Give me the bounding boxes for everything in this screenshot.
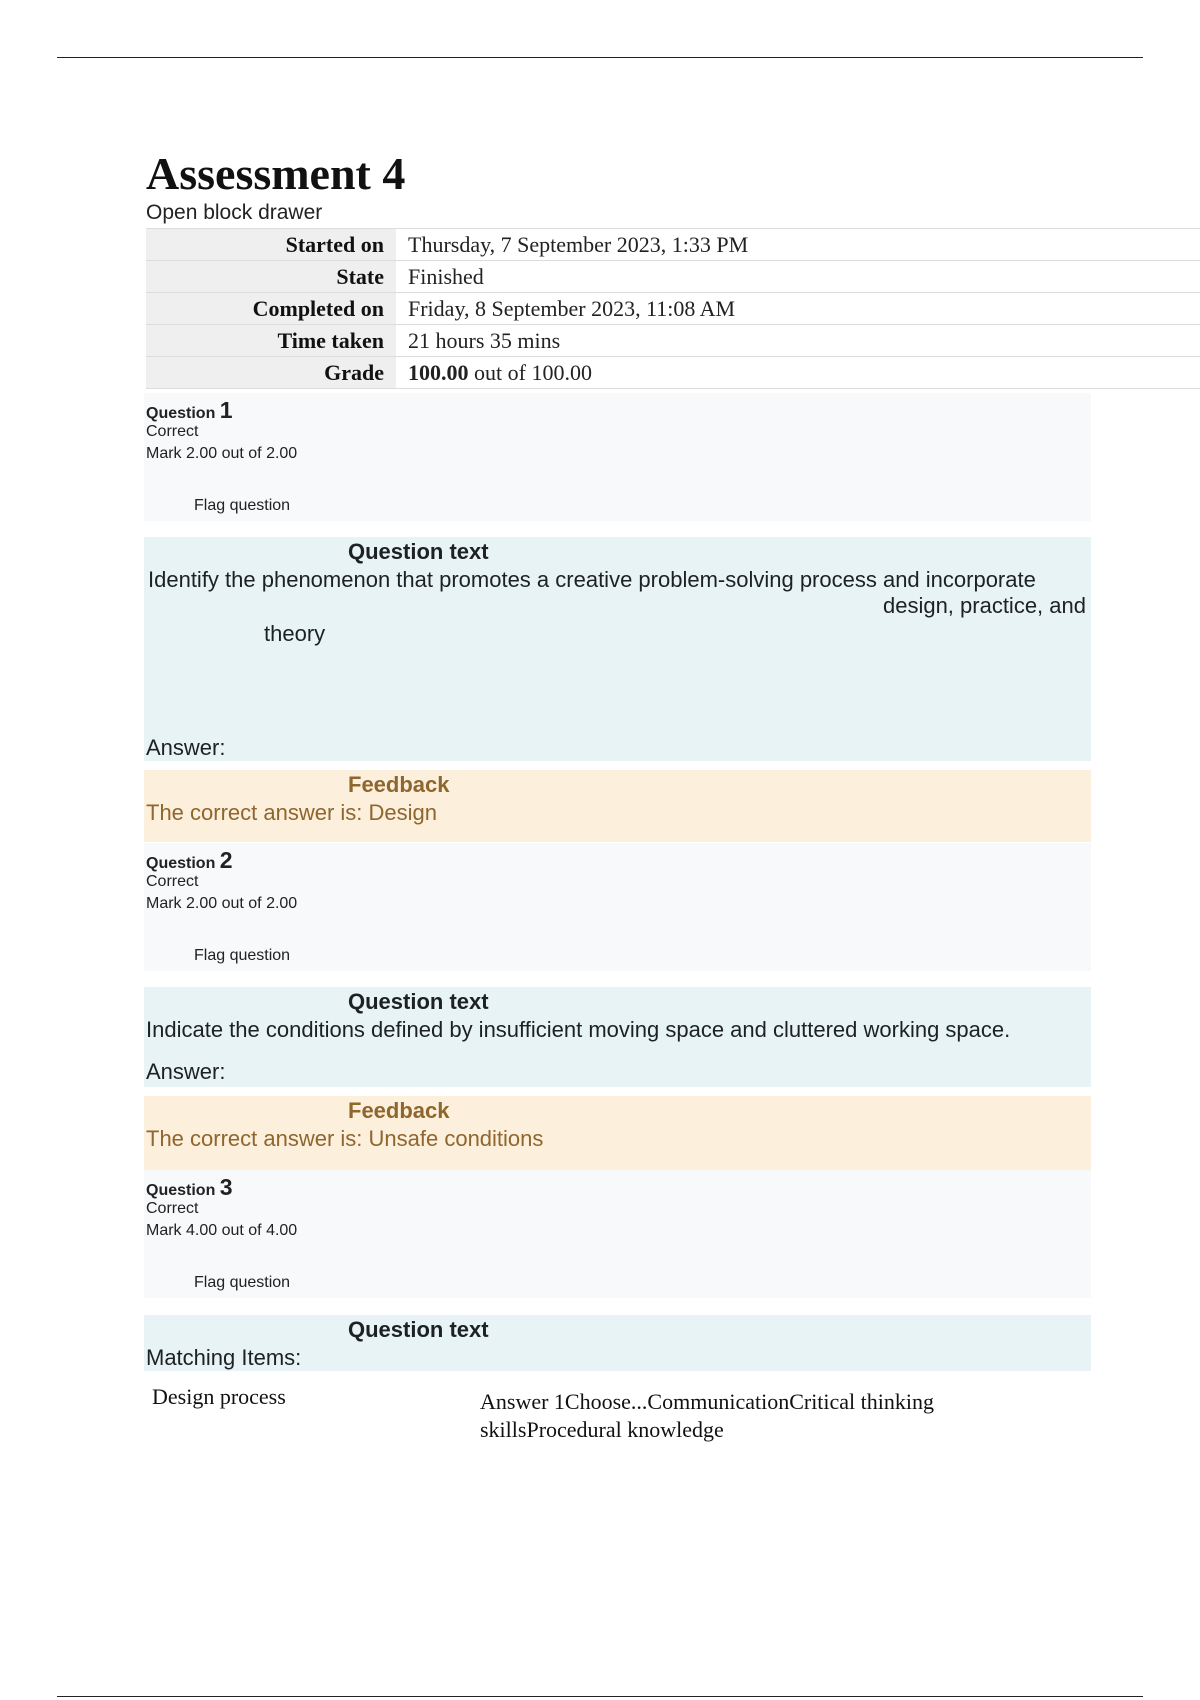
question-state: Correct bbox=[146, 1200, 199, 1217]
question-number-value: 3 bbox=[219, 1174, 233, 1200]
bottom-rule bbox=[57, 1696, 1143, 1697]
question-mark: Mark 2.00 out of 2.00 bbox=[146, 895, 298, 912]
question-mark: Mark 4.00 out of 4.00 bbox=[146, 1222, 298, 1239]
summary-row-state bbox=[146, 261, 1200, 293]
page-title: Assessment 4 bbox=[146, 148, 406, 199]
summary-row-time-taken bbox=[146, 325, 1200, 357]
feedback-heading: Feedback bbox=[348, 772, 450, 797]
matching-item: Design process bbox=[152, 1384, 286, 1409]
answer-label: Answer: bbox=[146, 1059, 226, 1084]
question-state: Correct bbox=[146, 873, 199, 890]
question-text-line: Indicate the conditions defined by insufficient moving space and cluttered working space. bbox=[146, 1017, 1011, 1042]
question-2-info bbox=[144, 843, 1091, 971]
flag-question-link[interactable]: Flag question bbox=[194, 1274, 291, 1291]
question-text-line: theory bbox=[264, 621, 326, 646]
grade-score: 100.00 bbox=[408, 359, 469, 385]
question-number bbox=[146, 397, 233, 424]
feedback-heading: Feedback bbox=[348, 1098, 450, 1123]
summary-value: Friday, 8 September 2023, 11:08 AM bbox=[396, 293, 1200, 325]
matching-answer-line: Answer 1Choose...CommunicationCritical thinking bbox=[480, 1389, 935, 1414]
question-number-value: 2 bbox=[219, 847, 233, 873]
summary-row-started bbox=[146, 229, 1200, 261]
question-1-info bbox=[144, 393, 1091, 521]
grade-total: out of 100.00 bbox=[468, 359, 592, 385]
feedback-text: The correct answer is: Unsafe conditions bbox=[146, 1126, 544, 1151]
question-2-text bbox=[144, 987, 1091, 1087]
top-rule bbox=[57, 57, 1143, 58]
summary-label: Time taken bbox=[146, 325, 396, 357]
summary-value bbox=[396, 357, 1200, 389]
summary-value: Thursday, 7 September 2023, 1:33 PM bbox=[396, 229, 1200, 261]
summary-row-completed bbox=[146, 293, 1200, 325]
question-label: Question bbox=[146, 855, 216, 872]
summary-label: State bbox=[146, 261, 396, 293]
summary-value: 21 hours 35 mins bbox=[396, 325, 1200, 357]
summary-label: Grade bbox=[146, 357, 396, 389]
question-number bbox=[146, 1174, 233, 1201]
summary-value: Finished bbox=[396, 261, 1200, 293]
question-3-info bbox=[144, 1170, 1091, 1298]
open-block-drawer-link[interactable]: Open block drawer bbox=[146, 201, 323, 224]
question-text-line: Identify the phenomenon that promotes a creative problem-solving process and incorporate bbox=[148, 567, 1036, 592]
flag-question-link[interactable]: Flag question bbox=[194, 497, 291, 514]
question-3-text bbox=[144, 1315, 1091, 1371]
matching-items-label: Matching Items: bbox=[146, 1345, 302, 1370]
question-label: Question bbox=[146, 405, 216, 422]
answer-label: Answer: bbox=[146, 735, 226, 760]
question-number bbox=[146, 847, 233, 874]
feedback-text: The correct answer is: Design bbox=[146, 800, 437, 825]
question-mark: Mark 2.00 out of 2.00 bbox=[146, 445, 298, 462]
question-text-line: design, practice, and bbox=[882, 593, 1086, 618]
matching-answer-select[interactable] bbox=[480, 1388, 1020, 1444]
question-label: Question bbox=[146, 1182, 216, 1199]
question-state: Correct bbox=[146, 423, 199, 440]
question-text-heading: Question text bbox=[348, 539, 489, 564]
matching-answer-line: skillsProcedural knowledge bbox=[480, 1417, 724, 1442]
summary-label: Completed on bbox=[146, 293, 396, 325]
question-text-heading: Question text bbox=[348, 989, 489, 1014]
question-2-feedback bbox=[144, 1096, 1091, 1170]
question-text-heading: Question text bbox=[348, 1317, 489, 1342]
question-number-value: 1 bbox=[219, 397, 233, 423]
question-1-text bbox=[144, 537, 1091, 761]
summary-row-grade bbox=[146, 357, 1200, 389]
quiz-summary-table bbox=[146, 228, 1200, 389]
summary-label: Started on bbox=[146, 229, 396, 261]
flag-question-link[interactable]: Flag question bbox=[194, 947, 291, 964]
question-1-feedback bbox=[144, 770, 1091, 842]
